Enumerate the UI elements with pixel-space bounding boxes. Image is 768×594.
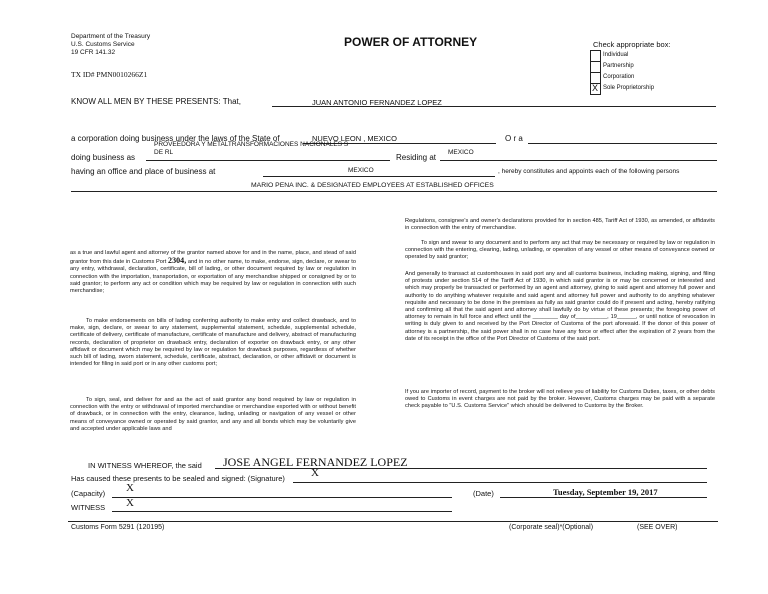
witness-name: JOSE ANGEL FERNANDEZ LOPEZ (223, 455, 408, 469)
left-p1-post: and in no other name, to make, endorse, sign, declare, or swear to any entry, withdrawal, declaration, certificate, bill of lading, or other document required by law or regulation in connection with the importation, transportation, or exportation of any merchandise shipped or consigned by or to said grantor; to perform any act or condition which may be required by law or regulation in connection with such merchandise; (70, 259, 356, 295)
left-paragraph-2: To make endorsements on bills of lading conferring authority to make entry and collect drawback, and to make, sign, declare, or swear to any statement, supplemental statement, schedule, supplemental schedule, certificate of delivery, certificate of manufacture, certificate of manufacture and delivery, abstract of manufacturing records, declaration of proprietor on drawback entry, declaration of exporter on drawback entry, or any other affidavit or document which may be required by law or regulation for drawback purposes, regardless of whether such bill of lading, sworn statement, schedule, certificate, abstract, declaration, or other affidavit or document is intended for filing in said port or in any other customs port; (70, 318, 356, 368)
individual-label: Individual (603, 52, 629, 58)
corporation-label: Corporation (603, 74, 635, 80)
grantor-name-line (272, 106, 716, 107)
left-p1-pre: as a true and lawful agent and attorney of the grantor named above for and in the name, place, and stead of said grantor from this date in Customs Port (70, 250, 356, 266)
date-line[interactable] (500, 497, 707, 498)
residing-line (440, 160, 717, 161)
office-label: having an office and place of business at (71, 167, 216, 176)
footer-rule (68, 521, 718, 522)
witness-name-line (215, 468, 707, 469)
sole-proprietorship-checkbox[interactable] (590, 83, 601, 95)
know-all-text: KNOW ALL MEN BY THESE PRESENTS: That, (71, 97, 241, 106)
left-paragraph-1 (70, 250, 356, 295)
witness-line[interactable] (112, 511, 452, 512)
right-paragraph-4: If you are importer of record, payment to the broker will not relieve you of liability for Customs Duties, taxes, or other debts owed to Customs in event charges are not paid by the broker. However, Customs charges may be paid with a separate check payable to "U.S. Customs Service" which should be delivered to Customs by the Broker. (405, 389, 715, 410)
appointee-line (71, 191, 717, 192)
residing-label: Residing at (396, 153, 437, 162)
tx-id: TX ID# PMN0010266Z1 (71, 70, 148, 79)
dept-line-3: 19 CFR 141.32 (71, 49, 116, 56)
office-line (263, 176, 495, 177)
signature-x-icon: X (311, 467, 319, 479)
appointee-value: MARIO PENA INC. & DESIGNATED EMPLOYEES AT ESTABLISHED OFFICES (251, 182, 494, 189)
dba-value-1: PROVEEDORA Y METALTRANSFORMACIONES NACIONALES S (154, 141, 349, 148)
form-number: Customs Form 5291 (120195) (71, 524, 165, 531)
sole-proprietorship-label: Sole Proprietorship (603, 85, 655, 91)
dba-line (146, 160, 390, 161)
caused-signed-label: Has caused these presents to be sealed and signed: (Signature) (71, 474, 285, 483)
date-value: Tuesday, September 19, 2017 (553, 487, 658, 497)
right-paragraph-3: And generally to transact at customhouses in said port any and all customs business, including making, signing, and filing of protests under section 514 of the Tariff Act of 1930, in which said grantor is or may be concerned or interested and which may properly be transacted or performed by an agent and attorney, giving to said agent and attorney full power and authority to do anything whatever requisite and said agent and attorney full power and authority to do anything whatever requisite and necessary to be done in the premises as fully as said grantor could do if present and acting, hereby ratifying and confirming all that the said agent and attorney shall lawfully do by virtue of these presents; the foregoing power of attorney to remain in full force and effect until the ________ day of__________, 19______, or until notice of revocation in writing is duly given to and received by the Port Director of Customs of the port aforesaid. If the donor of this power of attorney is a partnership, the said power shall in no case have any force or effect after the expiration of 2 years from the date of its receipt in the office of the Port Director of Customs of the said port. (405, 271, 715, 342)
dept-line-1: Department of the Treasury (71, 33, 151, 40)
right-paragraph-2: To sign and swear to any document and to perform any act that may be necessary or required by law or regulation in connection with the entering, clearing, lading, unlading, or operation of any vessel or other means of conveyance owned or operated by said grantor; (405, 240, 715, 261)
capacity-label: (Capacity) (71, 489, 106, 498)
right-paragraph-1: Regulations, consignee's and owner's declarations provided for in section 485, Tariff Act of 1930, as amended, or affidavits in connection with the entry of merchandise. (405, 218, 715, 232)
residing-value: MEXICO (448, 149, 474, 156)
corporation-label: a corporation doing business under the laws of the State of (71, 134, 280, 143)
signature-line[interactable] (293, 482, 707, 483)
corporate-seal-label: (Corporate seal)*(Optional) (509, 524, 594, 531)
see-over-label: (SEE OVER) (637, 524, 678, 531)
office-value: MEXICO (348, 167, 374, 174)
date-label: (Date) (473, 489, 494, 498)
witness-whereof-label: IN WITNESS WHEREOF, the said (88, 461, 202, 470)
left-paragraph-3: To sign, seal, and deliver for and as the act of said grantor any bond required by law or regulation in connection with the entry or withdrawal of imported merchandise or merchandise exported with or without benefit of drawback, or in connection with the entry, clearance, lading, unlading or navigation of any vessel or other means of conveyance owned or operated by said grantor, and any and all bonds which may be voluntarily give and accepted under applicable laws and (70, 397, 356, 432)
dba-label: doing business as (71, 153, 136, 162)
capacity-x-icon: X (126, 482, 134, 494)
state-value: NUEVO LEON , MEXICO (312, 134, 398, 143)
witness-label: WITNESS (71, 503, 106, 512)
or-a-text: O r a (505, 134, 523, 143)
grantor-name: JUAN ANTONIO FERNANDEZ LOPEZ (312, 98, 442, 107)
page-title: POWER OF ATTORNEY (344, 35, 478, 49)
checked-x-icon: X (592, 83, 599, 93)
dba-value-2: DE RL (154, 149, 174, 156)
check-box-label: Check appropriate box: (593, 40, 671, 49)
partnership-label: Partnership (603, 63, 634, 69)
appoints-text: , hereby constitutes and appoints each of the following persons (498, 168, 680, 175)
dept-line-2: U.S. Customs Service (71, 41, 135, 48)
or-a-line (528, 143, 717, 144)
capacity-line[interactable] (112, 497, 452, 498)
port-number: 2304, (168, 256, 187, 266)
witness-x-icon: X (126, 497, 134, 509)
